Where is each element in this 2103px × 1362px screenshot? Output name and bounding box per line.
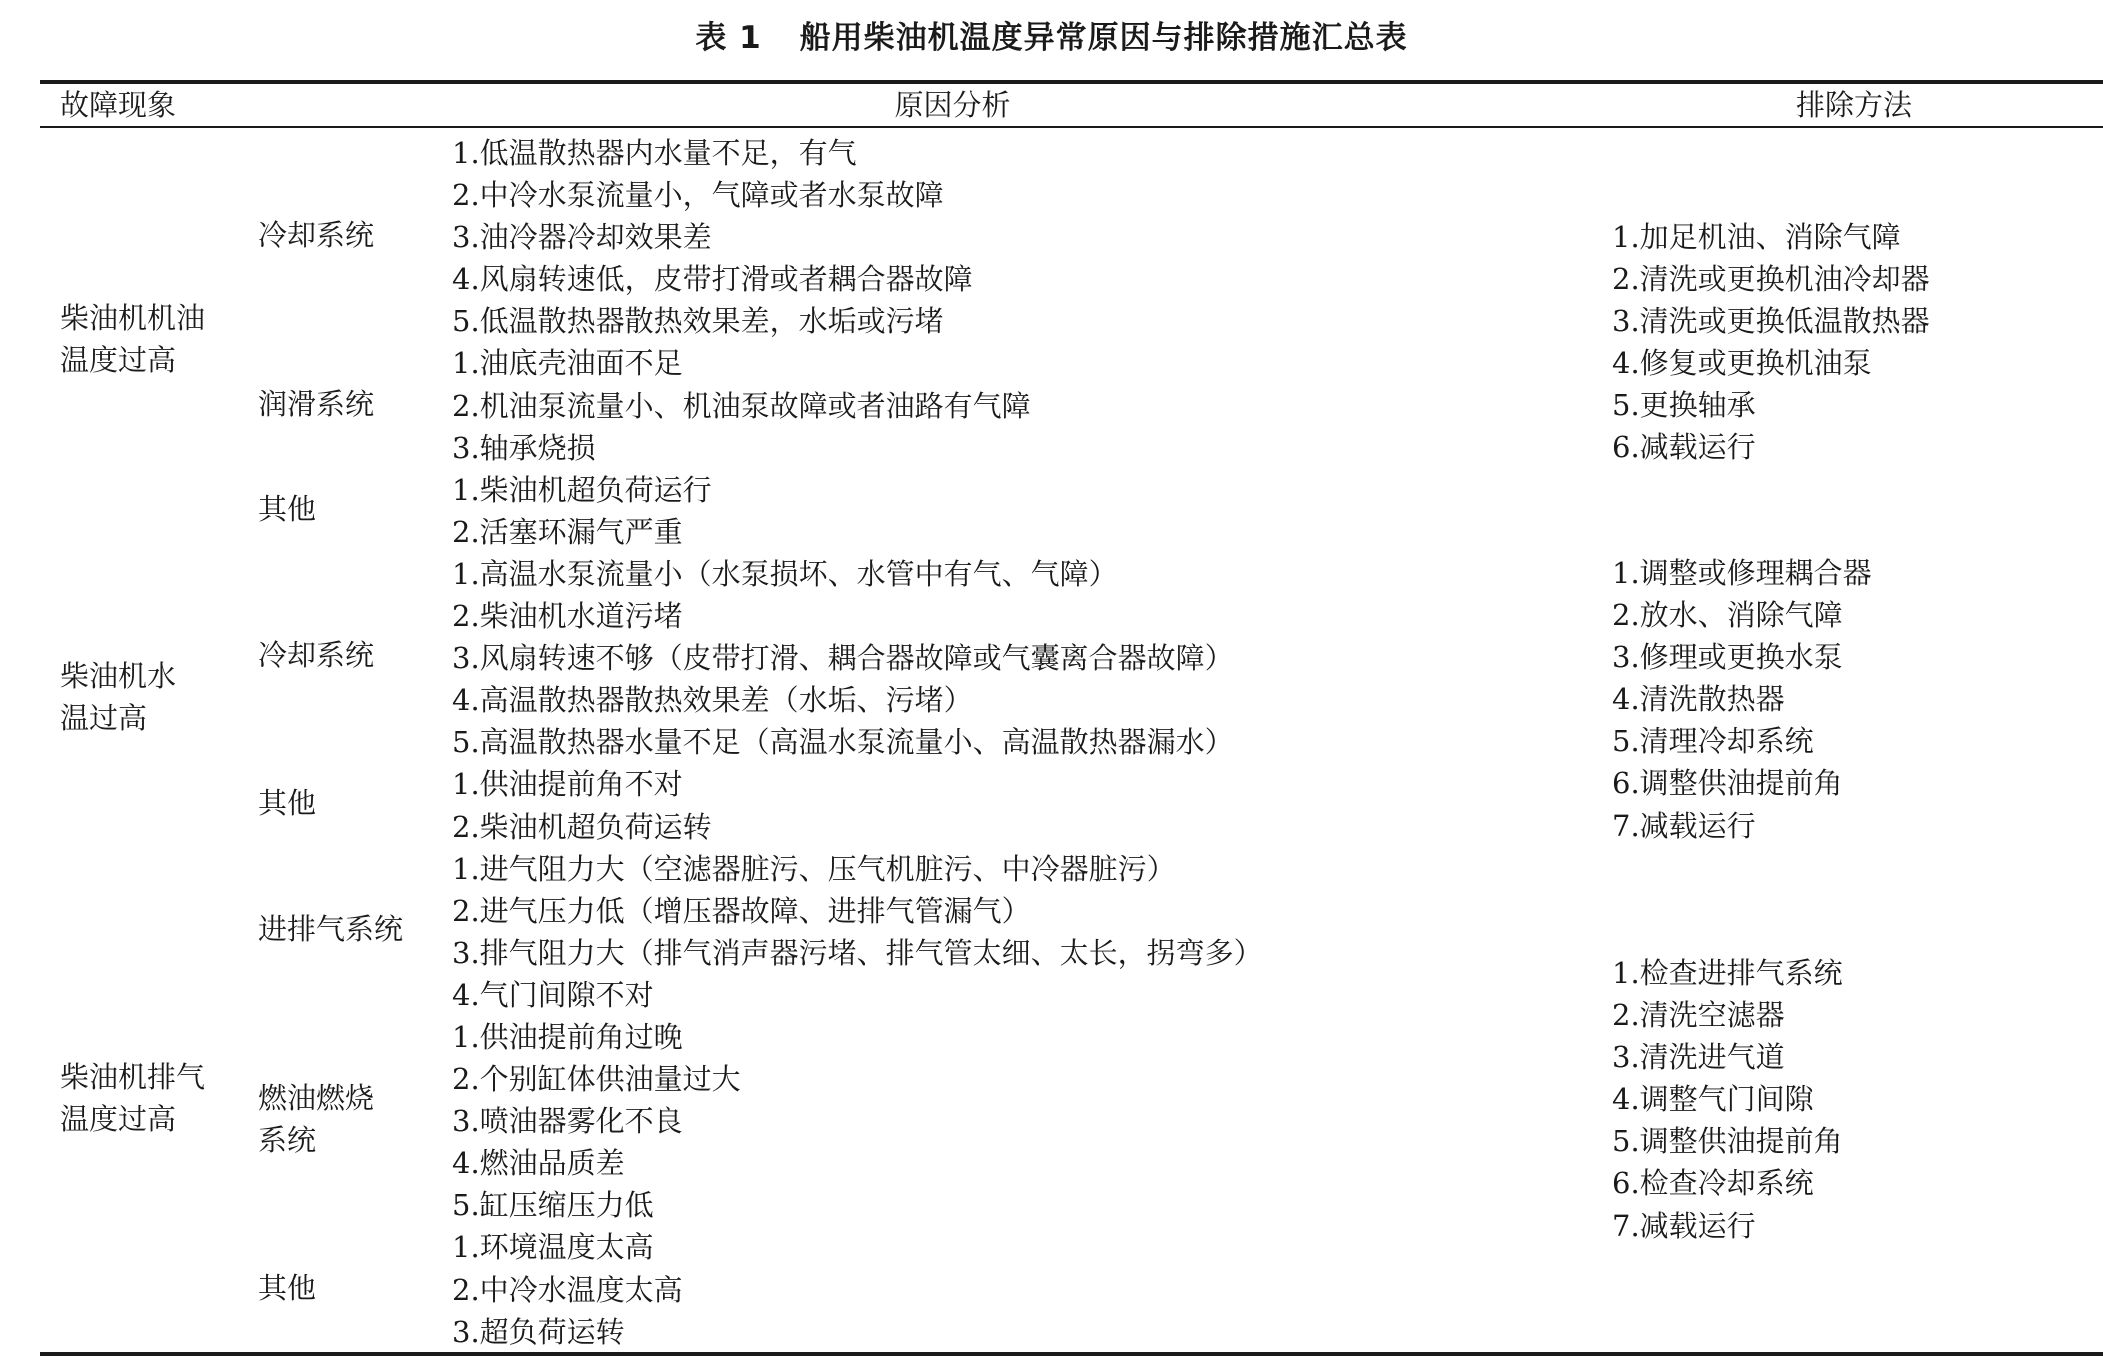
system-line: 其他 [258,786,317,820]
cause-item: 2.活塞环漏气严重 [452,514,683,549]
fault-line: 柴油机机油 [60,301,206,335]
system-cell [258,908,403,950]
header-rule [40,126,2103,128]
fix-list [1612,216,1930,469]
fix-item: 2.清洗或更换机油冷却器 [1612,262,1930,297]
system-line: 燃油燃烧 [258,1081,375,1115]
cause-item: 2.柴油机超负荷运转 [452,809,712,844]
fix-item: 1.调整或修理耦合器 [1612,556,1872,590]
cause-item: 1.低温散热器内水量不足，有气 [452,136,857,170]
cause-item: 3.喷油器雾化不良 [452,1104,683,1139]
fix-item: 5.调整供油提前角 [1612,1124,1843,1159]
fix-item: 7.减载运行 [1612,808,1756,843]
fault-cell [60,1056,205,1140]
fault-line: 柴油机排气 [60,1060,206,1094]
fix-item: 1.检查进排气系统 [1612,956,1843,990]
fault-line: 柴油机水 [60,659,177,693]
system-line: 冷却系统 [258,638,375,672]
cause-item: 3.超负荷运转 [452,1314,625,1349]
system-cell [258,634,374,676]
cause-item: 3.油冷器冷却效果差 [452,220,712,255]
cause-item: 1.进气阻力大（空滤器脏污、压气机脏污、中冷器脏污） [452,851,1176,886]
fix-item: 5.更换轴承 [1612,388,1756,423]
fix-list [1612,552,1872,847]
fix-item: 3.清洗或更换低温散热器 [1612,304,1930,339]
table-title [0,14,2103,62]
fix-item: 6.减载运行 [1612,430,1756,465]
fault-cell [60,655,176,739]
header-cause: 原因分析 [894,88,1011,122]
header-fix: 排除方法 [1796,88,1913,122]
fix-item: 5.清理冷却系统 [1612,724,1814,759]
fix-list [1612,952,1843,1247]
fix-item: 2.放水、消除气障 [1612,598,1843,633]
system-cell [258,214,374,256]
fix-item: 6.调整供油提前角 [1612,766,1843,801]
cause-item: 1.供油提前角过晚 [452,1019,683,1054]
cause-item: 5.缸压缩压力低 [452,1188,654,1223]
system-cell [258,488,316,530]
system-line: 其他 [258,1271,317,1305]
cause-item: 2.进气压力低（增压器故障、进排气管漏气） [452,893,1031,928]
cause-item: 3.排气阻力大（排气消声器污堵、排气管太细、太长，拐弯多） [452,935,1263,970]
fault-line: 温度过高 [60,343,177,377]
cause-item: 2.中冷水泵流量小，气障或者水泵故障 [452,178,944,213]
system-line: 其他 [258,492,317,526]
fix-item: 6.检查冷却系统 [1612,1166,1814,1201]
cause-item: 4.燃油品质差 [452,1146,625,1181]
cause-item: 2.个别缸体供油量过大 [452,1062,741,1097]
cause-item: 3.风扇转速不够（皮带打滑、耦合器故障或气囊离合器故障） [452,641,1234,676]
system-cell [258,1267,316,1309]
table-title-text: 船用柴油机温度异常原因与排除措施汇总表 [799,20,1408,56]
fault-cell [60,297,205,381]
bottom-rule [40,1352,2103,1356]
cause-item: 1.油底壳油面不足 [452,346,683,381]
system-line: 系统 [258,1123,317,1157]
fix-item: 4.修复或更换机油泵 [1612,346,1872,381]
cause-item: 4.风扇转速低，皮带打滑或者耦合器故障 [452,262,973,297]
cause-item: 2.柴油机水道污堵 [452,599,683,634]
system-cell [258,1077,374,1161]
system-line: 进排气系统 [258,912,404,946]
cause-item: 1.供油提前角不对 [452,767,683,802]
cause-item: 5.高温散热器水量不足（高温水泵流量小、高温散热器漏水） [452,725,1234,760]
cause-item: 1.柴油机超负荷运行 [452,472,712,507]
system-line: 冷却系统 [258,218,375,252]
fix-item: 3.修理或更换水泵 [1612,640,1843,675]
cause-item: 2.中冷水温度太高 [452,1272,683,1307]
cause-item: 2.机油泵流量小、机油泵故障或者油路有气障 [452,388,1031,423]
cause-item: 4.高温散热器散热效果差（水垢、污堵） [452,683,973,718]
cause-item: 1.环境温度太高 [452,1230,654,1265]
system-cell [258,383,374,425]
system-cell [258,782,316,824]
fix-item: 1.加足机油、消除气障 [1612,220,1901,254]
fix-item: 2.清洗空滤器 [1612,998,1785,1033]
system-line: 润滑系统 [258,387,375,421]
fault-line: 温度过高 [60,1102,177,1136]
fix-item: 4.调整气门间隙 [1612,1082,1814,1117]
cause-item: 3.轴承烧损 [452,430,596,465]
cause-item: 5.低温散热器散热效果差，水垢或污堵 [452,304,944,339]
header-fault: 故障现象 [60,88,177,122]
cause-list [452,132,1263,1353]
fix-item: 7.减载运行 [1612,1208,1756,1243]
fault-line: 温过高 [60,701,148,735]
cause-item: 4.气门间隙不对 [452,977,654,1012]
fix-item: 4.清洗散热器 [1612,682,1785,717]
cause-item: 1.高温水泵流量小（水泵损坏、水管中有气、气障） [452,556,1118,591]
table-number: 表 1 [695,20,762,56]
fix-item: 3.清洗进气道 [1612,1040,1785,1075]
